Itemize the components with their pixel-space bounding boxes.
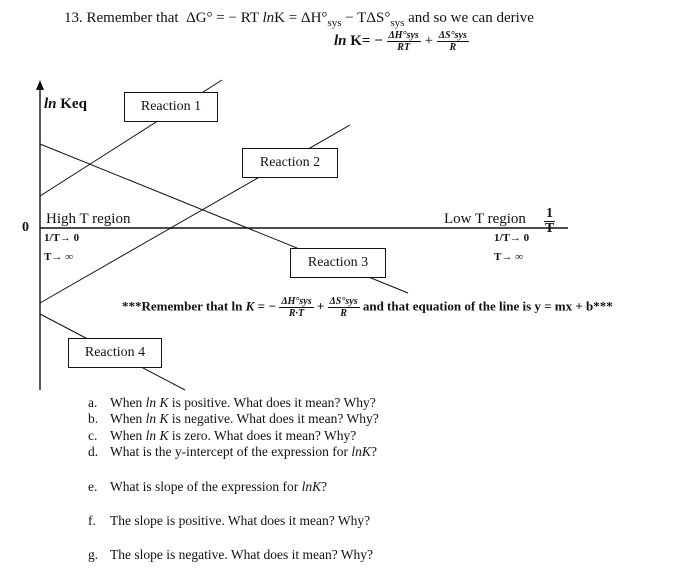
origin-label: 0 <box>22 220 29 235</box>
reaction-3-box: Reaction 3 <box>290 248 386 278</box>
x-axis-label: 1 T <box>544 206 555 236</box>
question-g: g. The slope is negative. What does it mean? Why? <box>88 547 374 562</box>
low-t-limit: 1/T→ 0 <box>494 232 530 244</box>
high-t-region-label: High T region <box>46 211 131 227</box>
low-t-region-label: Low T region <box>444 211 526 227</box>
question-b: b. When ln K is negative. What does it mean? Why? <box>88 411 379 426</box>
low-t-infinity: T→ ∞ <box>494 251 523 263</box>
reaction-4-box: Reaction 4 <box>68 338 162 368</box>
question-a: a. When ln K is positive. What does it mean? Why? <box>88 395 376 410</box>
y-axis-label: ln Keq <box>44 96 87 112</box>
question-13-header: 13. Remember that ΔG° = − RT $\ln K = \Delta H^\circ_{sys} - T\Delta S^\circ_{sys}$ and so we can derive <box>64 10 534 29</box>
y-axis-arrow <box>36 80 44 90</box>
question-c: c. When ln K is zero. What does it mean? Why? <box>88 428 357 443</box>
remember-note: ***Remember that ln K = − $\frac{\text{ΔH°sys}}{R\cdot T}$ + $\frac{\text{ΔS°sys}}{R}$ and that equation of the line is y = mx + b*** <box>122 296 613 319</box>
high-t-limit: 1/T→ 0 <box>44 232 80 244</box>
question-d: d. What is the y-intercept of the expression for lnK? <box>88 444 377 459</box>
derived-equation: ln K= − $\frac{\text{ΔH°sys}}{RT}$ + $\frac{\text{ΔS°sys}}{R}$ <box>334 30 467 53</box>
high-t-infinity: T→ ∞ <box>44 251 73 263</box>
question-f: f. The slope is positive. What does it mean? Why? <box>88 513 371 528</box>
remember-fraction-entropy: $\frac{\text{ΔS°sys}}{R}$ <box>329 296 358 319</box>
fraction-enthalpy: $\frac{\text{ΔH°sys}}{RT}$ <box>388 30 419 53</box>
reaction-2-box: Reaction 2 <box>242 148 338 178</box>
fraction-entropy: $\frac{\text{ΔS°sys}}{R}$ <box>438 30 467 53</box>
question-e: e. What is slope of the expression for lnK? <box>88 479 328 494</box>
reaction-1-box: Reaction 1 <box>124 92 218 122</box>
remember-fraction-enthalpy: $\frac{\text{ΔH°sys}}{R\cdot T}$ <box>281 296 312 319</box>
